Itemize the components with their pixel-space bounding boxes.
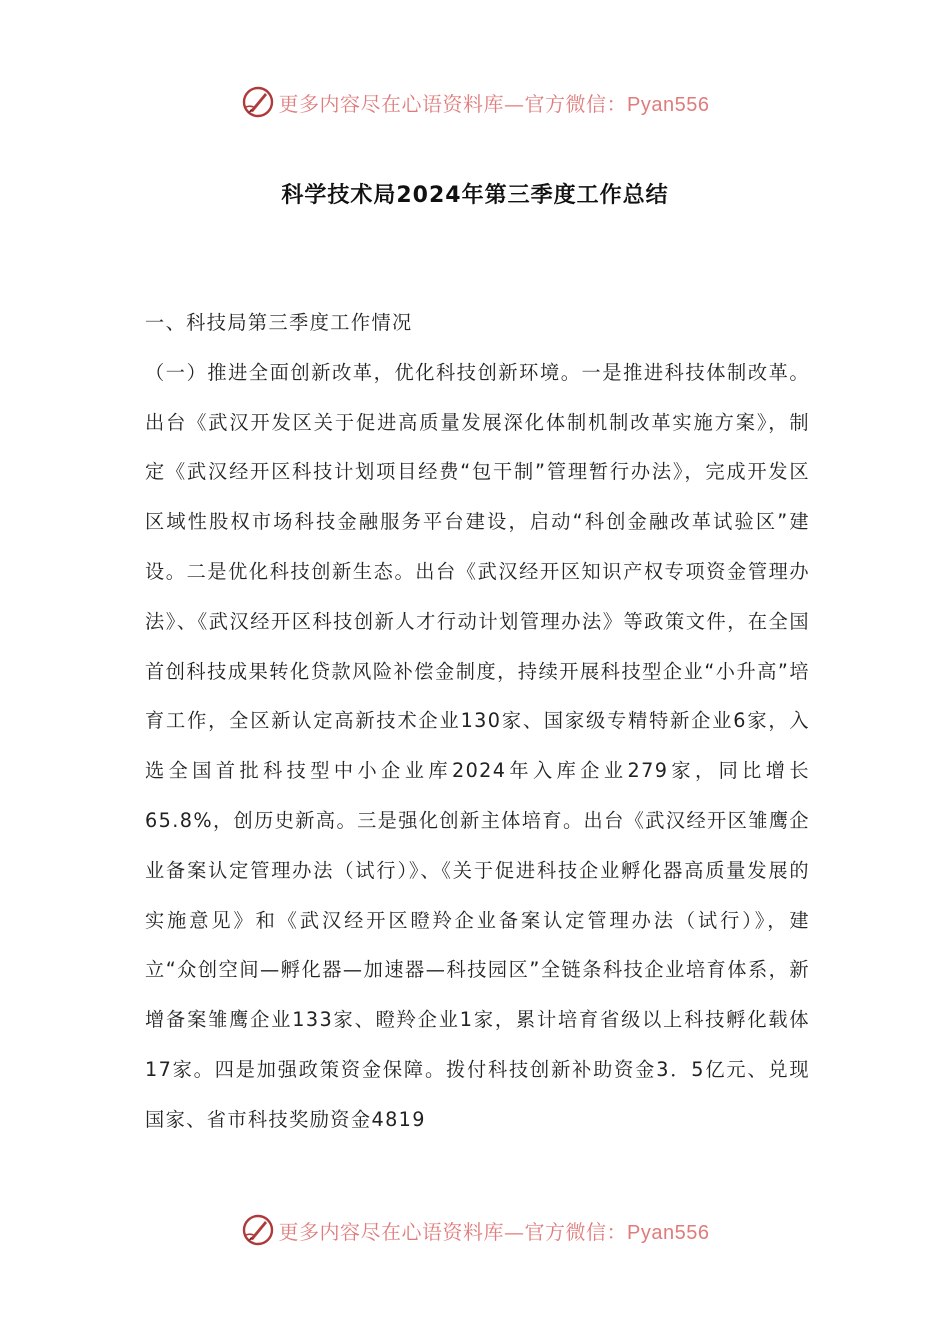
quill-pen-logo-icon: [241, 85, 275, 119]
watermark-text: 更多内容尽在心语资料库—官方微信：: [278, 91, 628, 116]
watermark-wechat-id: Pyan556: [627, 1221, 710, 1244]
quill-pen-logo-icon: [241, 1213, 275, 1247]
section-heading: 一、科技局第三季度工作情况: [145, 311, 413, 334]
body-paragraph: （一）推进全面创新改革，优化科技创新环境。一是推进科技体制改革。出台《武汉开发区关于促进高质量发展深化体制机制改革实施方案》，制定《武汉经开区科技计划项目经费“包干制”管理暂行办法》，完成开发区区域性股权市场科技金融服务平台建设，启动“科创金融改革试验区”建设。二是优化科技创新生态。出台《武汉经开区知识产权专项资金管理办法》、《武汉经开区科技创新人才行动计划管理办法》等政策文件，在全国首创科技成果转化贷款风险补偿金制度，持续开展科技型企业“小升高”培育工作，全区新认定高新技术企业130家、国家级专精特新企业6家，入选全国首批科技型中小企业库2024年入库企业279家，同比增长65.8%，创历史新高。三是强化创新主体培育。出台《武汉经开区雏鹰企业备案认定管理办法（试行）》、《关于促进科技企业孵化器高质量发展的实施意见》和《武汉经开区瞪羚企业备案认定管理办法（试行）》，建立“众创空间—孵化器—加速器—科技园区”全链条科技企业培育体系，新增备案雏鹰企业133家、瞪羚企业1家，累计培育省级以上科技孵化载体17家。四是加强政策资金保障。拨付科技创新补助资金3．5亿元、兑现国家、省市科技奖励资金4819: [145, 360, 810, 1131]
watermark-banner-bottom: [0, 1208, 950, 1252]
document-body: [145, 298, 810, 1145]
watermark-wechat-id: Pyan556: [627, 93, 710, 116]
watermark-text: 更多内容尽在心语资料库—官方微信：: [278, 1219, 628, 1244]
watermark-banner-top: [0, 80, 950, 124]
document-title: 科学技术局2024年第三季度工作总结: [281, 183, 669, 208]
